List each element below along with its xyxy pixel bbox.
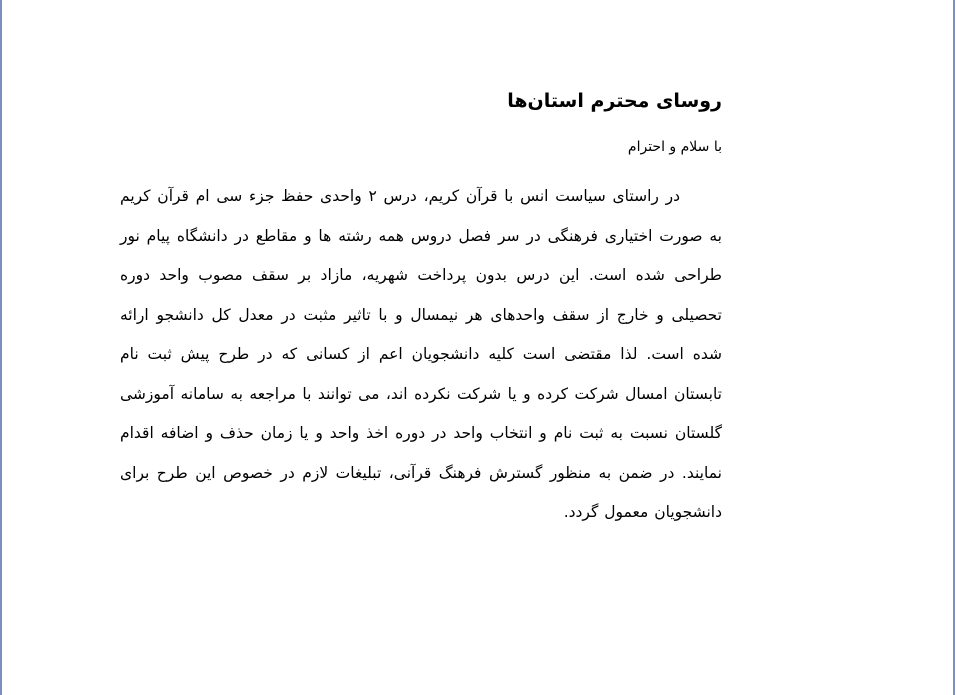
letter-title: روسای محترم استان‌ها bbox=[507, 90, 722, 112]
letter-greeting: با سلام و احترام bbox=[627, 139, 722, 155]
letter-body: در راستای سیاست انس با قرآن کریم، درس ۲ واحدی حفظ جزء سی ام قرآن کریم به صورت اختیاری فرهنگی در سر فصل دروس همه رشته ها و مقاطع در دانشگاه پیام نور طراحی شده است. این درس بدون پرداخت شهریه، مازاد بر سقف مصوب واحد دوره تحصیلی و خارج از سقف واحدهای هر نیمسال و با تاثیر مثبت در معدل کل دانشجو ارائه شده است. لذا مقتضی است کلیه دانشجویان اعم از کسانی که در طرح پیش ثبت نام تابستان امسال شرکت کرده و یا شرکت نکرده اند، می توانند با مراجعه به سامانه آموزشی گلستان نسبت به ثبت نام و انتخاب واحد در دوره اخذ واحد و یا زمان حذف و اضافه اقدام نمایند. در ضمن به منظور گسترش فرهنگ قرآنی، تبلیغات لازم در خصوص این طرح برای دانشجویان معمول گردد. bbox=[120, 187, 722, 521]
letter-content bbox=[120, 84, 722, 533]
